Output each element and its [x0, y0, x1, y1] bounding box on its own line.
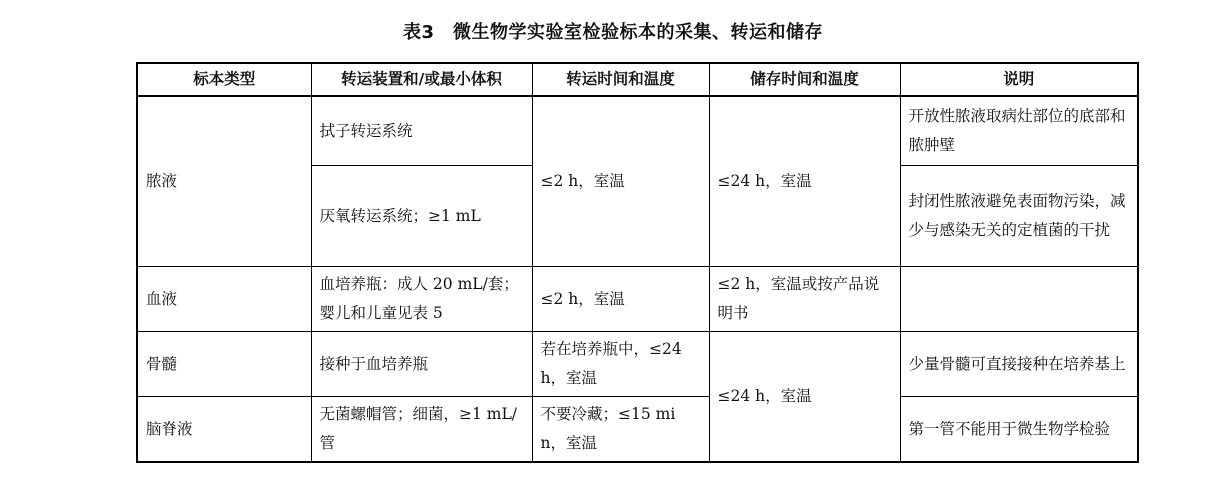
specimen-table	[136, 62, 1139, 463]
cell-specimen-type: 骨髓	[137, 332, 311, 397]
cell-storage-time: ≤24 h，室温	[709, 332, 900, 463]
cell-transport-time: ≤2 h，室温	[532, 96, 709, 267]
cell-notes: 封闭性脓液避免表面物污染，减少与感染无关的定植菌的干扰	[900, 166, 1138, 267]
cell-transport-time: 若在培养瓶中，≤24 h，室温	[532, 332, 709, 397]
header-row	[137, 63, 1138, 96]
table-row	[137, 96, 1138, 166]
cell-notes: 开放性脓液取病灶部位的底部和脓肿壁	[900, 96, 1138, 166]
table-row	[137, 397, 1138, 463]
header-transport-device: 转运装置和/或最小体积	[311, 63, 532, 96]
cell-specimen-type: 血液	[137, 267, 311, 332]
cell-transport-device: 拭子转运系统	[311, 96, 532, 166]
header-notes: 说明	[900, 63, 1138, 96]
cell-storage-time: ≤24 h，室温	[709, 96, 900, 267]
cell-transport-device: 厌氧转运系统；≥1 mL	[311, 166, 532, 267]
header-storage-time: 储存时间和温度	[709, 63, 900, 96]
header-specimen-type: 标本类型	[137, 63, 311, 96]
header-transport-time: 转运时间和温度	[532, 63, 709, 96]
cell-specimen-type: 脑脊液	[137, 397, 311, 463]
table-row	[137, 267, 1138, 332]
cell-transport-device: 无菌螺帽管；细菌，≥1 mL/管	[311, 397, 532, 463]
cell-notes: 第一管不能用于微生物学检验	[900, 397, 1138, 463]
cell-transport-time: 不要冷藏；≤15 min，室温	[532, 397, 709, 463]
cell-transport-device: 接种于血培养瓶	[311, 332, 532, 397]
table-row	[137, 332, 1138, 397]
cell-notes	[900, 267, 1138, 332]
cell-specimen-type: 脓液	[137, 96, 311, 267]
cell-transport-device: 血培养瓶：成人 20 mL/套；婴儿和儿童见表 5	[311, 267, 532, 332]
cell-storage-time: ≤2 h，室温或按产品说明书	[709, 267, 900, 332]
table-caption: 表3 微生物学实验室检验标本的采集、转运和储存	[402, 22, 824, 43]
cell-notes: 少量骨髓可直接接种在培养基上	[900, 332, 1138, 397]
cell-transport-time: ≤2 h，室温	[532, 267, 709, 332]
